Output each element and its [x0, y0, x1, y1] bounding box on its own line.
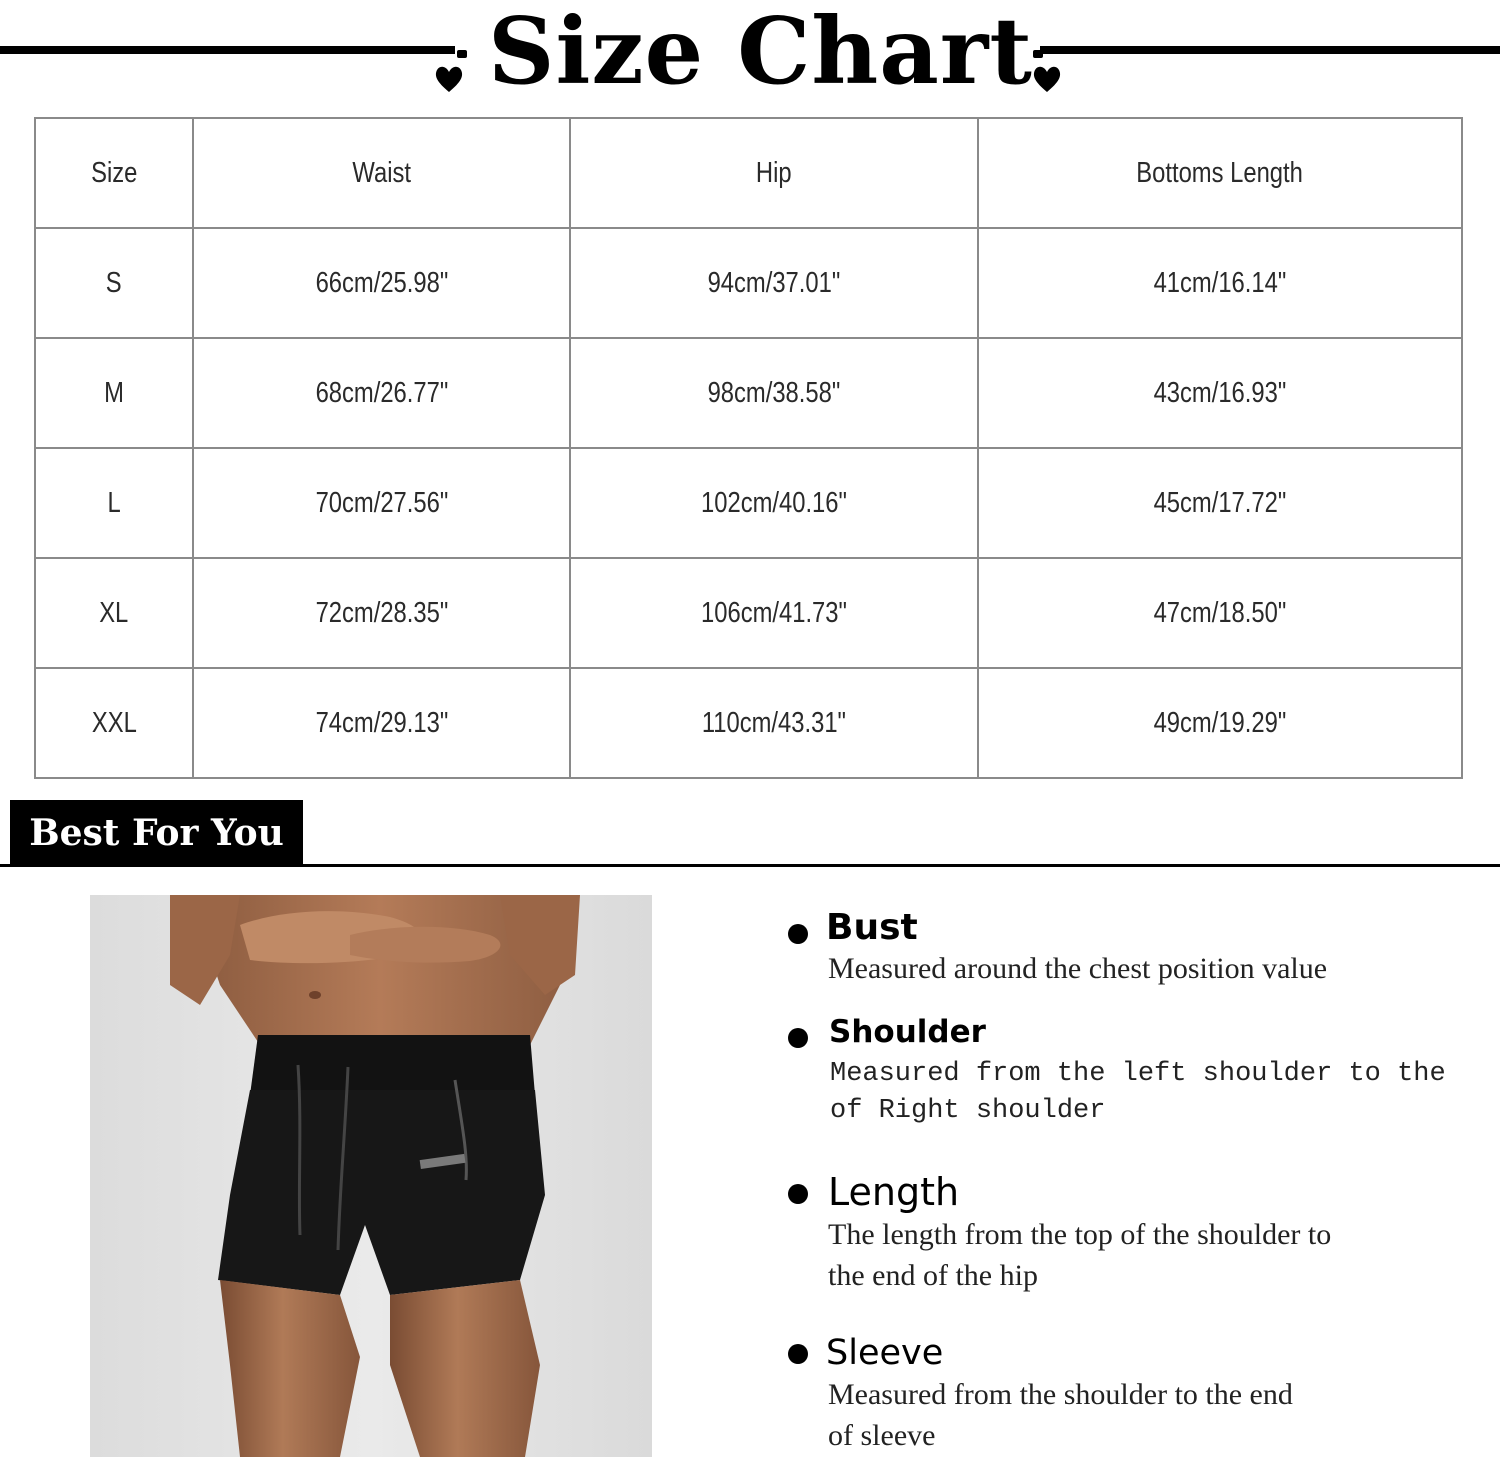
table-cell: 72cm/28.35" [193, 558, 570, 668]
product-photo [90, 895, 652, 1457]
table-header-row [35, 118, 1462, 228]
table-cell: XL [35, 558, 193, 668]
size-chart-header [0, 0, 1500, 110]
table-cell: L [35, 448, 193, 558]
title-rule-dot-right [1033, 50, 1043, 58]
table-cell: 74cm/29.13" [193, 668, 570, 778]
column-header: Bottoms Length [978, 118, 1462, 228]
best-for-you-banner: Best For You [10, 800, 303, 866]
table-cell: 45cm/17.72" [978, 448, 1462, 558]
table-cell: 94cm/37.01" [570, 228, 978, 338]
measurement-description: Measured around the chest position value [828, 952, 1328, 985]
table-cell: S [35, 228, 193, 338]
heart-icon [1030, 62, 1064, 96]
heart-icon [432, 62, 466, 96]
column-header: Waist [193, 118, 570, 228]
table-cell: 66cm/25.98" [193, 228, 570, 338]
title-rule-dot-left [457, 50, 467, 58]
table-row [35, 448, 1462, 558]
table-row [35, 338, 1462, 448]
banner-divider [0, 864, 1500, 867]
measurement-description: of sleeve [828, 1419, 936, 1452]
table-cell: 68cm/26.77" [193, 338, 570, 448]
table-cell: 49cm/19.29" [978, 668, 1462, 778]
title-rule-right [1040, 46, 1500, 54]
bullet-icon [788, 1184, 808, 1204]
table-row [35, 668, 1462, 778]
table-cell: 47cm/18.50" [978, 558, 1462, 668]
table-cell: 98cm/38.58" [570, 338, 978, 448]
title-rule-left [0, 46, 455, 54]
bullet-icon [788, 924, 808, 944]
measurement-description: Measured from the left shoulder to the [830, 1059, 1446, 1089]
table-row [35, 228, 1462, 338]
table-cell: 110cm/43.31" [570, 668, 978, 778]
measurement-description: Measured from the shoulder to the end [828, 1378, 1293, 1411]
measurement-description: The length from the top of the shoulder to [828, 1218, 1332, 1251]
bullet-icon [788, 1028, 808, 1048]
table-cell: M [35, 338, 193, 448]
table-cell: 70cm/27.56" [193, 448, 570, 558]
measurement-title: Bust [826, 907, 918, 948]
table-cell: 102cm/40.16" [570, 448, 978, 558]
column-header: Size [35, 118, 193, 228]
bullet-icon [788, 1344, 808, 1364]
measurement-description: of Right shoulder [830, 1096, 1106, 1126]
table-cell: 106cm/41.73" [570, 558, 978, 668]
shorts-model-illustration [90, 895, 652, 1457]
table-cell: XXL [35, 668, 193, 778]
measurement-title: Shoulder [829, 1014, 986, 1050]
measurement-title: Length [828, 1170, 960, 1214]
measurement-description: the end of the hip [828, 1259, 1038, 1292]
column-header: Hip [570, 118, 978, 228]
table-cell: 41cm/16.14" [978, 228, 1462, 338]
measurement-title: Sleeve [826, 1333, 944, 1373]
size-table [34, 117, 1463, 779]
table-row [35, 558, 1462, 668]
page-title: Size Chart [488, 0, 1033, 105]
table-cell: 43cm/16.93" [978, 338, 1462, 448]
